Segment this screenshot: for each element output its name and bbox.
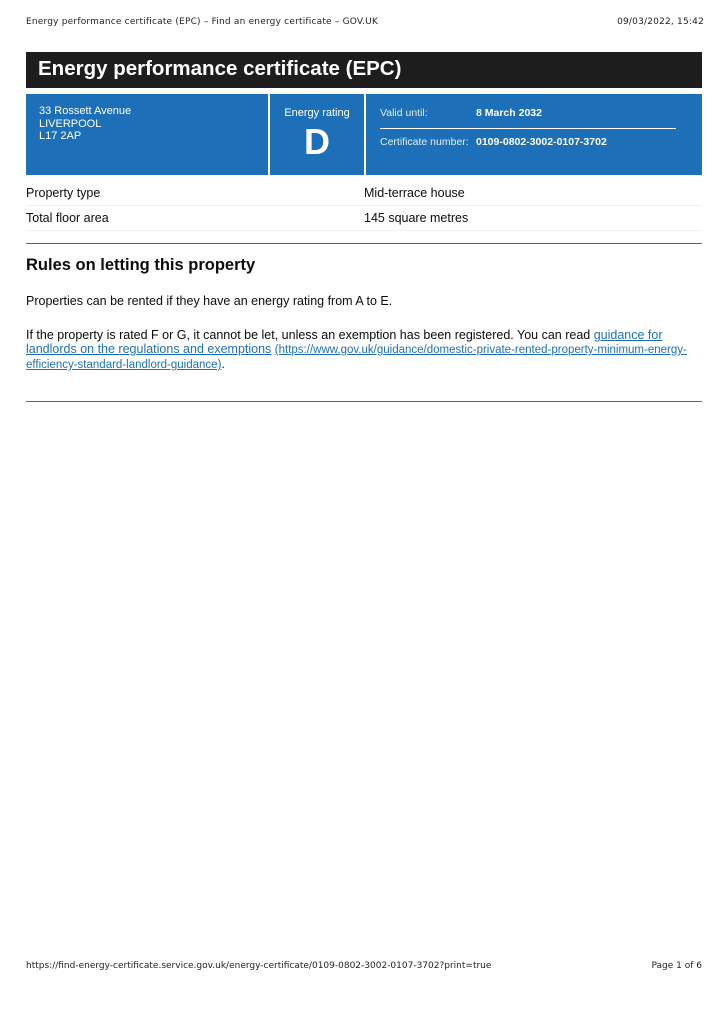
section-divider [26,401,702,402]
print-datetime: 09/03/2022, 15:42 [617,17,704,27]
page-number: Page 1 of 6 [651,961,702,971]
rules-text: If the property is rated F or G, it cannot be let, unless an exemption has been registered. You can read [26,328,594,342]
title-bar [26,52,702,88]
address-line: LIVERPOOL [39,117,102,130]
section-heading: Rules on letting this property [26,256,256,274]
certificate-number-label: Certificate number: [380,136,469,148]
property-value: 145 square metres [364,211,469,225]
valid-until-label: Valid until: [380,107,428,119]
certificate-number-value: 0109-0802-3002-0107-3702 [476,136,607,148]
section-divider [26,243,702,244]
summary-divider [364,94,366,175]
page-title: Energy performance certificate (EPC) [38,57,402,80]
rules-text-end: . [221,357,225,371]
guidance-url-link[interactable]: (https://www.gov.uk/guidance/domestic-private-rented-property-minimum-energy-efficiency-standard-landlord-guidance) [26,344,687,371]
property-label: Total floor area [26,211,109,225]
property-value: Mid-terrace house [364,186,465,200]
property-row [26,206,702,231]
print-footer [26,961,702,971]
property-row [26,181,702,206]
print-page-title: Energy performance certificate (EPC) – Find an energy certificate – GOV.UK [26,17,379,27]
valid-until-value: 8 March 2032 [476,107,542,119]
print-url: https://find-energy-certificate.service.gov.uk/energy-certificate/0109-0802-3002-0107-3702?print=true [26,961,492,971]
address-line: L17 2AP [39,130,82,142]
property-details [26,181,702,231]
rules-paragraph [26,328,702,372]
print-header [26,17,704,27]
rules-paragraph: Properties can be rented if they have an energy rating from A to E. [26,294,393,308]
address-line: 33 Rossett Avenue [39,105,132,117]
energy-rating-label: Energy rating [284,107,350,119]
certificate-summary [26,94,702,175]
energy-rating-letter: D [304,121,330,162]
summary-rule [380,128,676,129]
property-address [39,105,131,143]
guidance-link[interactable]: guidance for landlords on the regulations and exemptions [26,328,663,356]
property-label: Property type [26,186,101,200]
